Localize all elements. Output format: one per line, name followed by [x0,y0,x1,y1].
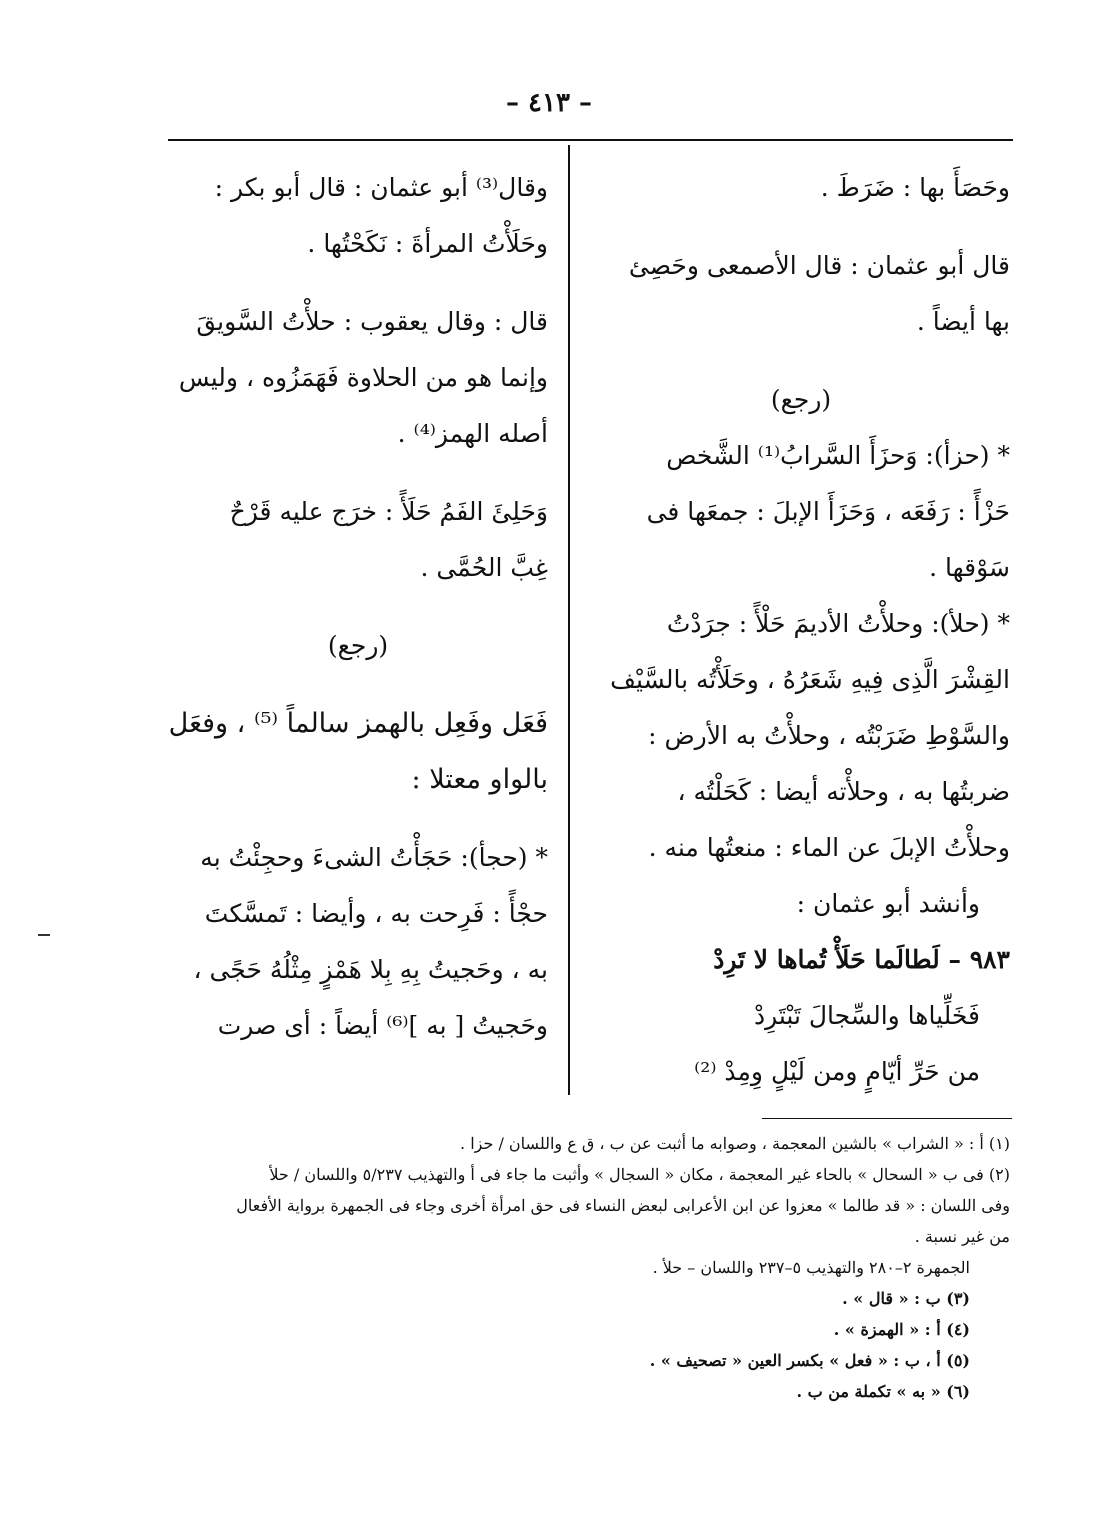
entry-heading-line: * (حجأ): حَجَأْتُ الشىءَ وحجِئْتُ به [200,843,548,872]
verse-line: فَخَلِّياها والسِّجالَ تَبْتَرِدْ [753,1001,980,1030]
text-line: القِشْرَ الَّذِى فِيهِ شَعَرُهُ ، وحَلَأْتُه بالسَّيْف [610,665,1010,694]
footnote: (٦) « به » تكملة من ب . [796,1382,970,1401]
text-line: ضربتُها به ، وحلأْته أيضا : كَحَلْتُه ، [677,777,1010,806]
verse-line: من حَرِّ أيّامٍ ومن لَيْلٍ وِمِدْ ⁽²⁾ [694,1057,980,1086]
footnote: (٤) أ : « الهمزة » . [833,1320,970,1339]
section-title-line: فَعَل وفَعِل بالهمز سالماً ⁽⁵⁾ ، وفعَل [168,708,548,739]
text-line: وأنشد أبو عثمان : [796,889,980,918]
text-line: والسَّوْطِ ضَرَبْتُه ، وحلأْتُ به الأرض : [648,721,1010,750]
text-line: غِبَّ الحُمَّى . [420,553,548,582]
column-divider [568,145,570,1095]
section-marker: (رجع) [770,385,832,414]
page-number: – ٤١٣ – [505,88,593,118]
footnote: (٥) أ ، ب : « فعل » بكسر العين « تصحيف » . [649,1351,970,1370]
text-line: قال : وقال يعقوب : حلأْتُ السَّويقَ [196,307,548,336]
entry-heading-line: * (حلأ): وحلأْتُ الأديمَ حَلْأً : جرَدْتُ [666,609,1010,638]
footnote-continuation: من غير نسبة . [914,1227,1010,1246]
entry-heading-line: * (حزأ): وَحزَأَ السَّرابُ⁽¹⁾ الشَّخص [666,441,1010,470]
footnote: (١) أ : « الشراب » بالشين المعجمة ، وصوابه ما أثبت عن ب ، ق ع واللسان / حزا . [460,1134,1010,1153]
text-line: وحَلَأْتُ المرأةَ : نَكَحْتُها . [307,229,548,258]
text-line: وحَصَأَ بها : ضَرَطَ . [820,173,1010,202]
text-line: حجْأً : فَرِحت به ، وأيضا : تَمسَّكتَ [204,899,548,928]
footnotes [168,1128,1010,1407]
text-line: أصله الهمز⁽⁴⁾ . [397,419,548,448]
section-title-line: بالواو معتلا : [411,764,548,795]
text-line: به ، وحَجيتُ بِهِ بِلا هَمْزٍ مِثْلُهُ حَجًى ، [193,955,548,984]
footnote: (٢) فى ب « السحال » بالحاء غير المعجمة ، مكان « السجال » وأثبت ما جاء فى أ والتهذيب ٥/٢٣٧ واللسان / حلأ [269,1165,1010,1184]
footnote-rule [762,1118,1012,1119]
left-column [168,160,548,1054]
footnote: (٣) ب : « قال » . [842,1289,970,1308]
text-line: سَوْقها . [929,553,1010,582]
right-column [592,160,1010,1100]
text-line: بها أيضاً . [916,307,1010,336]
footnote-continuation: الجمهرة ٢–٢٨٠ والتهذيب ٥–٢٣٧ واللسان – حلأ . [652,1258,970,1277]
text-line: وحلأْتُ الإبلَ عن الماء : منعتُها منه . [648,833,1010,862]
text-line: وحَجيتُ [ به ]⁽⁶⁾ أيضاً : أى صرت [217,1011,548,1040]
text-line: قال أبو عثمان : قال الأصمعى وحَصِئ [628,251,1010,280]
verse-line: ٩٨٣ – لَطالَما حَلَأْ تُماها لا تَرِدْ [713,945,1010,974]
footnote-continuation: وفى اللسان : « قد طالما » معزوا عن ابن الأعرابى لبعض النساء فى حق امرأة أخرى وجاء فى الجمهرة برواية الأفعال [236,1196,1010,1215]
text-line: وقال⁽³⁾ أبو عثمان : قال أبو بكر : [214,173,548,202]
text-line: وإنما هو من الحلاوة فَهَمَزُوه ، وليس [178,363,548,392]
header-rule [168,139,1013,141]
section-marker: (رجع) [327,631,389,660]
text-line: وَحَلِئَ الفَمُ حَلَأً : خرَج عليه قَرْحٌ [229,497,548,526]
margin-mark [38,934,50,936]
text-line: حَزْأً : رَفَعَه ، وَحَزَأَ الإبلَ : جمعَها فى [646,497,1010,526]
